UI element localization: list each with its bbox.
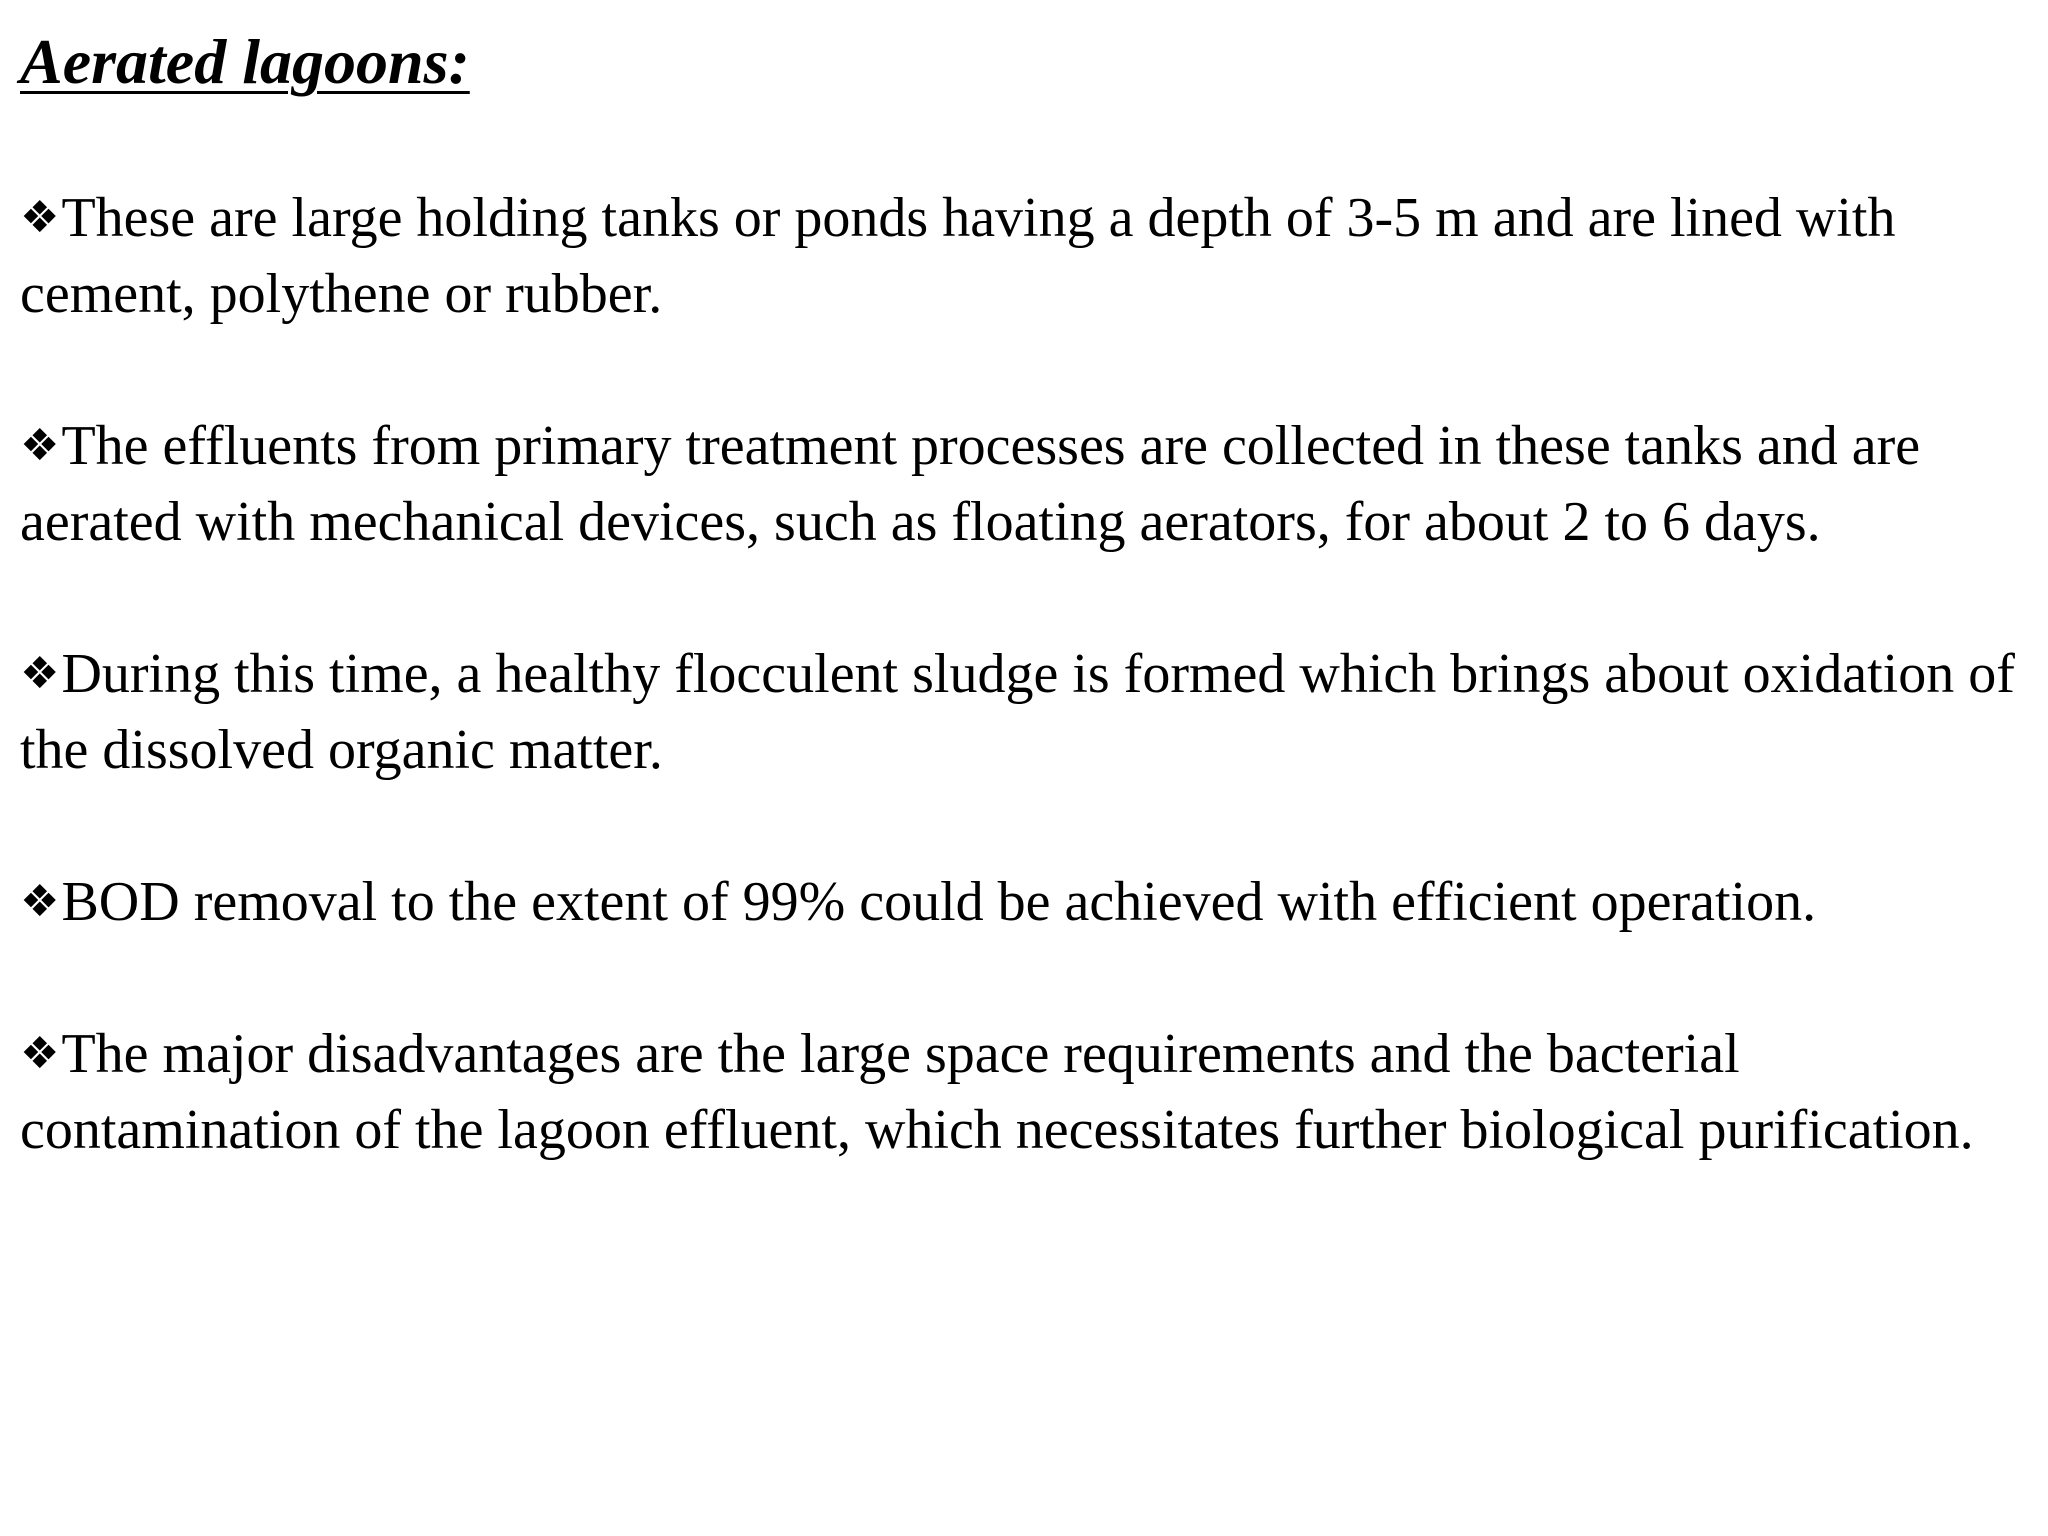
bullet-text: BOD removal to the extent of 99% could be achieved with efficient operation. (61, 871, 1817, 933)
bullet-item-aeration (20, 408, 2015, 560)
slide-title: Aerated lagoons: (20, 26, 470, 97)
diamond-bullet-icon: ❖ (20, 192, 60, 243)
bullet-list (20, 180, 2015, 1244)
bullet-text: During this time, a healthy flocculent sludge is formed which brings about oxidation of the dissolved organic matter. (20, 643, 2015, 781)
diamond-bullet-icon: ❖ (20, 420, 60, 471)
bullet-item-depth (20, 180, 2015, 332)
diamond-bullet-icon: ❖ (20, 1028, 60, 1079)
bullet-item-disadvantages (20, 1016, 2015, 1168)
bullet-text: The effluents from primary treatment processes are collected in these tanks and are aerated with mechanical devices, such as floating aerators, for about 2 to 6 days. (20, 415, 1921, 553)
diamond-bullet-icon: ❖ (20, 648, 60, 699)
diamond-bullet-icon: ❖ (20, 876, 60, 927)
bullet-item-sludge (20, 636, 2015, 788)
bullet-text: These are large holding tanks or ponds having a depth of 3-5 m and are lined with cement, polythene or rubber. (20, 187, 1896, 325)
bullet-item-bod-removal (20, 864, 2015, 940)
bullet-text: The major disadvantages are the large space requirements and the bacterial contamination of the lagoon effluent, which necessitates further biological purification. (20, 1023, 1974, 1161)
